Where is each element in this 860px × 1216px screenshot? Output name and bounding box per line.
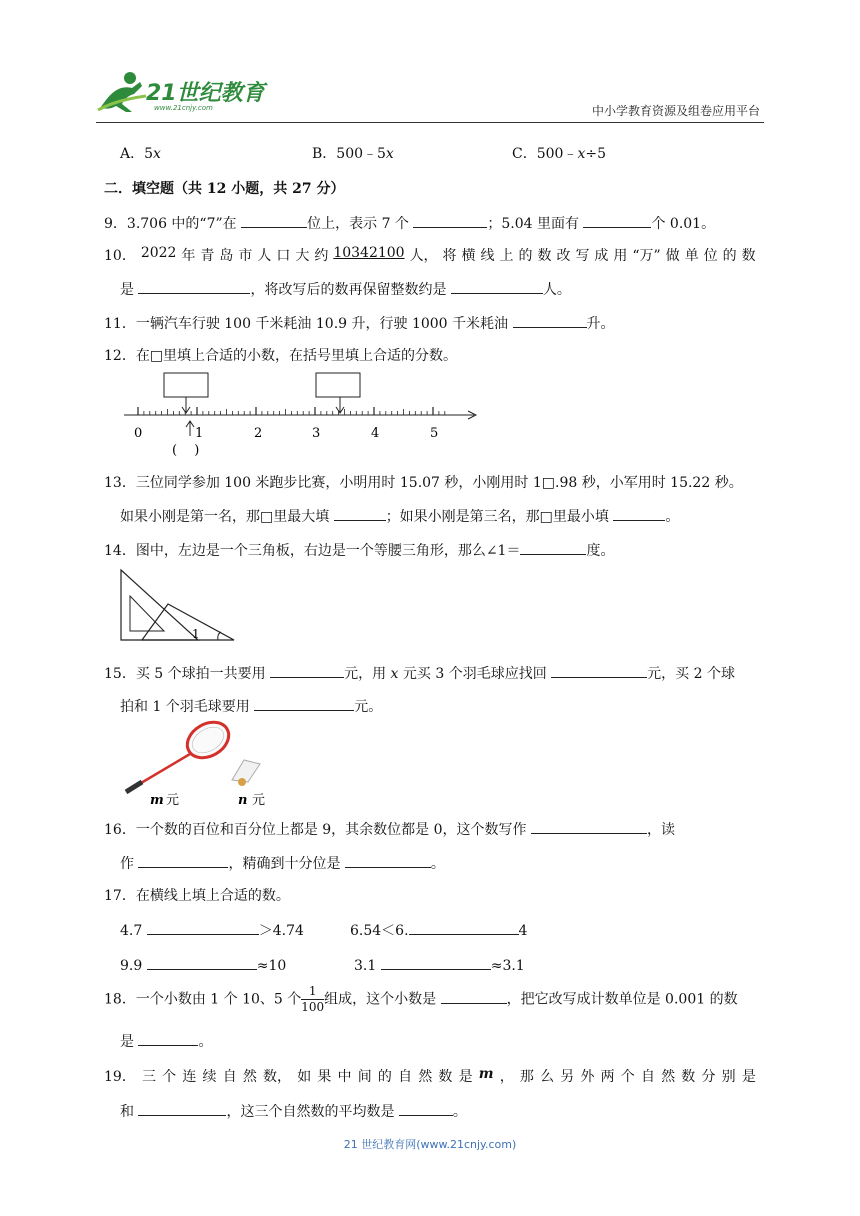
question-16-line2: 作 ，精确到十分位是 。: [120, 852, 445, 873]
racket-shuttlecock-figure: [120, 718, 280, 810]
option-a: A．5x: [120, 146, 161, 162]
question-9: 9．3.706 中的“7”在 位上，表示 7 个 ；5.04 里面有 个 0.01。: [104, 212, 715, 233]
question-10-line1: 10． 2022 年 青 岛 市 人 口 大 约 10342100 人， 将 横 线 上 的 数 改 写 成 用 “万” 做 单 位 的 数: [104, 245, 756, 264]
blank[interactable]: [451, 278, 543, 294]
blank[interactable]: [551, 662, 647, 678]
question-13-line2: 如果小刚是第一名，那□里最大填 ；如果小刚是第三名，那□里最小填 。: [120, 505, 679, 526]
blank[interactable]: [241, 212, 307, 228]
question-16-line1: 16．一个数的百位和百分位上都是 9，其余数位都是 0，这个数写作 ，读: [104, 818, 675, 839]
section-title: 二．填空题（共 12 小题，共 27 分）: [104, 181, 345, 197]
question-10-line2: 是 ，将改写后的数再保留整数约是 人。: [120, 278, 571, 299]
blank[interactable]: [254, 695, 354, 711]
blank[interactable]: [381, 954, 491, 970]
tick-label: 3: [312, 426, 321, 441]
blank[interactable]: [409, 919, 519, 935]
blank[interactable]: [334, 505, 386, 521]
blank[interactable]: [138, 1100, 226, 1116]
shuttle-var: n: [238, 793, 248, 808]
number-line-figure: [118, 368, 482, 460]
fraction-1-100: $\frac{1}{100}$: [301, 984, 325, 1014]
racket-var: m: [150, 793, 164, 808]
question-11: 11．一辆汽车行驶 100 千米耗油 10.9 升，行驶 1000 千米耗油 升。: [104, 312, 615, 333]
blank[interactable]: [138, 278, 250, 294]
option-c: C．500﹣x÷5: [512, 146, 606, 162]
tick-label: 0: [134, 426, 143, 441]
question-13-line1: 13．三位同学参加 100 米跑步比赛，小明用时 15.07 秒，小刚用时 1□.98 秒，小军用时 15.22 秒。: [104, 475, 743, 491]
blank[interactable]: [441, 988, 507, 1004]
logo-url: www.21cnjy.com: [154, 104, 213, 112]
option-b: B．500﹣5x: [312, 146, 394, 162]
footer-link[interactable]: 21 世纪教育网(www.21cnjy.com): [343, 1138, 517, 1151]
angle-1-label: 1: [192, 627, 200, 641]
question-14: 14．图中，左边是一个三角板，右边是一个等腰三角形，那么∠1＝ 度。: [104, 539, 614, 560]
blank[interactable]: [613, 505, 665, 521]
set-square-inner: [130, 596, 164, 631]
question-15-line1: 15．买 5 个球拍一共要用 元，用 x 元买 3 个羽毛球应找回 元，买 2 个球: [104, 662, 735, 683]
blank[interactable]: [413, 212, 487, 228]
q17-row2-right: 3.1 ≈3.1: [354, 954, 525, 974]
question-18-line2: 是 。: [120, 1030, 212, 1051]
variable-m: m: [478, 1066, 494, 1082]
underlined-number: 10342100: [333, 245, 405, 261]
tick-label: 2: [254, 426, 263, 441]
q17-row1-left: 4.7 ＞4.74: [120, 919, 304, 940]
tick-label: 5: [430, 426, 439, 441]
blank[interactable]: [147, 954, 257, 970]
tick-label: 4: [371, 426, 380, 441]
shuttle-unit: 元: [252, 793, 266, 808]
header-platform-title: 中小学教育资源及组卷应用平台: [591, 104, 760, 118]
answer-box-left[interactable]: [164, 373, 208, 397]
blank[interactable]: [583, 212, 651, 228]
question-12: 12．在□里填上合适的小数，在括号里填上合适的分数。: [104, 348, 458, 364]
header-divider: [96, 122, 764, 123]
runner-logo-icon: [96, 70, 152, 114]
racket-icon: [126, 718, 235, 792]
tick-label: 1: [195, 426, 204, 441]
logo-text: 21世纪教育: [146, 81, 265, 106]
blank[interactable]: [513, 312, 587, 328]
racket-unit: 元: [166, 793, 180, 808]
blank[interactable]: [399, 1100, 453, 1116]
tick-marks: [138, 407, 445, 415]
answer-box-right[interactable]: [316, 373, 360, 397]
blank[interactable]: [520, 539, 586, 555]
set-square: [121, 570, 198, 640]
question-19-line2: 和 ，这三个自然数的平均数是 。: [120, 1100, 467, 1121]
fraction-paren[interactable]: ( ): [172, 443, 200, 458]
blank[interactable]: [138, 1030, 198, 1046]
question-17: 17．在横线上填上合适的数。: [104, 888, 290, 904]
shuttlecock-icon: [232, 760, 260, 786]
triangle-figure: [118, 568, 242, 644]
question-18-line1: 18．一个小数由 1 个 10、5 个 $\frac{1}{100}$ 组成，这个小数是 ，把它改写成计数单位是 0.001 的数: [104, 984, 738, 1014]
blank[interactable]: [531, 818, 647, 834]
q17-row1-right: 6.54＜6. 4: [350, 919, 527, 940]
blank[interactable]: [270, 662, 344, 678]
header-logo: [96, 68, 266, 118]
q17-row2-left: 9.9 ≈10: [120, 954, 286, 974]
blank[interactable]: [138, 852, 228, 868]
question-15-line2: 拍和 1 个羽毛球要用 元。: [120, 695, 382, 716]
blank[interactable]: [345, 852, 431, 868]
blank[interactable]: [147, 919, 259, 935]
question-19-line1: 19． 三 个 连 续 自 然 数， 如 果 中 间 的 自 然 数 是 m ， 那 么 另 外 两 个 自 然 数 分 别 是: [104, 1066, 756, 1085]
